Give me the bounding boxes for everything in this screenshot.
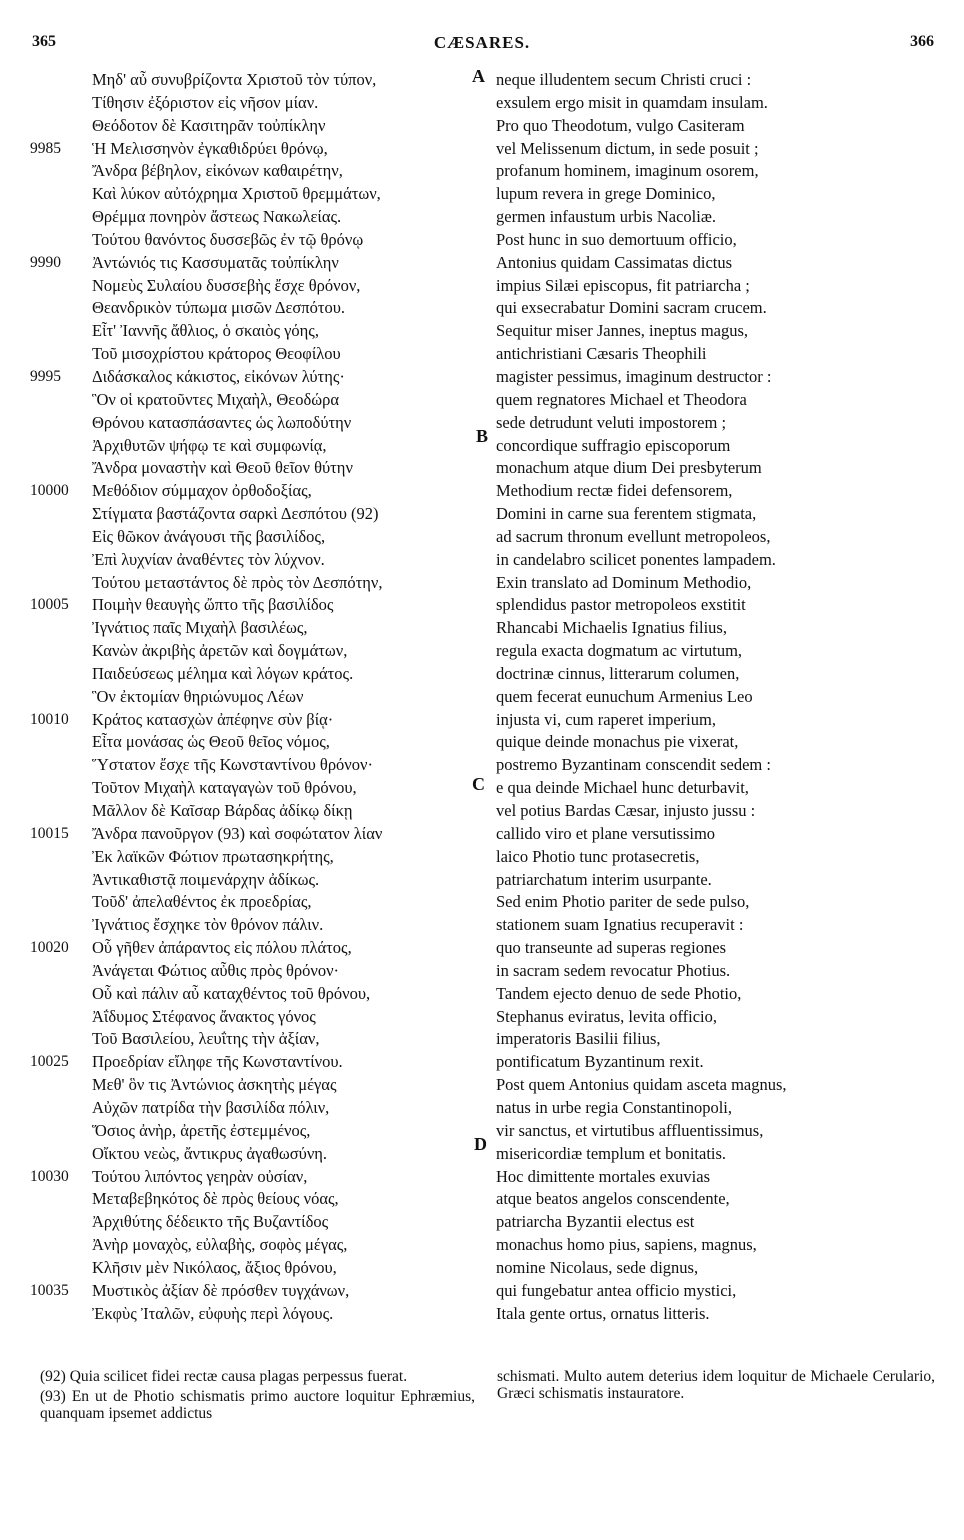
latin-verse-line (470, 412, 940, 435)
greek-verse-line (30, 183, 470, 206)
greek-verse-line (30, 206, 470, 229)
latin-verse-text: impius Silæi episcopus, fit patriarcha ; (496, 275, 750, 295)
greek-verse-text: Μυστικὸς ἀξίαν δὲ πρόσθεν τυγχάνων, (92, 1280, 350, 1300)
greek-verse-text: Τοῦ Βασιλείου, λευΐτης τὴν ἀξίαν, (92, 1029, 320, 1049)
latin-verse-line (470, 320, 940, 343)
latin-verse-line (470, 617, 940, 640)
greek-verse-line (30, 1074, 470, 1097)
greek-verse-text: Καὶ λύκον αὐτόχρημα Χριστοῦ θρεμμάτων, (92, 184, 381, 204)
greek-verse-text: Ἀρχιθύτης δέδεικτο τῆς Βυζαντίδος (92, 1212, 329, 1232)
latin-verse-line (470, 1280, 940, 1303)
latin-verse-line (470, 731, 940, 754)
greek-verse-line (30, 549, 470, 572)
latin-verse-text: monachum atque dium Dei presbyterum (496, 458, 762, 478)
greek-verse-line (30, 594, 470, 617)
greek-verse-text: Ἀνὴρ μοναχὸς, εὐλαβὴς, σοφὸς μέγας, (92, 1235, 348, 1255)
greek-verse-line (30, 480, 470, 503)
greek-verse-text: Τοῦτον Μιχαὴλ καταγαγὼν τοῦ θρόνου, (92, 778, 357, 798)
verse-number: 9995 (30, 367, 61, 385)
latin-verse-line (470, 960, 940, 983)
latin-verse-text: injusta vi, cum raperet imperium, (496, 709, 716, 729)
latin-verse-text: Rhancabi Michaelis Ignatius filius, (496, 618, 727, 638)
latin-verse-text: Stephanus eviratus, levita officio, (496, 1006, 718, 1026)
latin-verse-line (470, 252, 940, 275)
footnote-92: (92) Quia scilicet fidei rectæ causa plagas perpessus fuerat. (40, 1368, 408, 1385)
latin-verse-text: quo transeunte ad superas regiones (496, 938, 727, 958)
latin-verse-line (470, 526, 940, 549)
greek-verse-text: Οἴκτου νεὼς, ἄντικρυς ἀγαθωσύνη. (92, 1143, 328, 1163)
greek-verse-line (30, 1166, 470, 1189)
greek-verse-text: Ἄνδρα πανοῦργον (93) καὶ σοφώτατον λίαν (92, 823, 383, 843)
latin-verse-line (470, 983, 940, 1006)
greek-verse-text: Ἄνδρα βέβηλον, εἰκόνων καθαιρέτην, (92, 161, 343, 181)
latin-verse-text: patriarchatum interim usurpante. (496, 869, 712, 889)
latin-verse-line (470, 846, 940, 869)
latin-verse-line (470, 1166, 940, 1189)
latin-verse-text: Sequitur miser Jannes, ineptus magus, (496, 321, 749, 341)
greek-verse-text: Θεόδοτον δὲ Κασιτηρᾶν τοὐπίκλην (92, 115, 326, 135)
greek-verse-line (30, 1280, 470, 1303)
greek-verse-text: Διδάσκαλος κάκιστος, εἰκόνων λύτης· (92, 366, 345, 386)
latin-verse-text: Post hunc in suo demortuum officio, (496, 229, 737, 249)
section-marker-c: C (472, 774, 485, 794)
greek-verse-line (30, 846, 470, 869)
greek-verse-text: Νομεὺς Συλαίου δυσσεβὴς ἔσχε θρόνον, (92, 275, 361, 295)
greek-text-column (30, 69, 470, 1325)
latin-verse-text: Antonius quidam Cassimatas dictus (496, 252, 733, 272)
latin-verse-line (470, 914, 940, 937)
greek-verse-text: Μᾶλλον δὲ Καῖσαρ Βάρδας ἀδίκῳ δίκῃ (92, 801, 353, 820)
greek-verse-line (30, 686, 470, 709)
latin-verse-text: vel Melissenum dictum, in sede posuit ; (496, 138, 759, 158)
greek-verse-text: Μηδ' αὖ συνυβρίζοντα Χριστοῦ τὸν τύπον, (92, 70, 377, 89)
latin-verse-line (470, 1074, 940, 1097)
latin-verse-line (470, 206, 940, 229)
latin-verse-text: monachus homo pius, sapiens, magnus, (496, 1235, 757, 1255)
latin-verse-text: misericordiæ templum et bonitatis. (496, 1143, 727, 1163)
greek-verse-text: Τίθησιν ἐξόριστον εἰς νῆσον μίαν. (92, 92, 319, 112)
section-marker-b: B (476, 426, 489, 446)
latin-verse-line (470, 229, 940, 252)
verse-number: 10000 (30, 482, 69, 500)
latin-verse-line (470, 343, 940, 366)
latin-verse-text: Methodium rectæ fidei defensorem, (496, 481, 733, 501)
greek-verse-line (30, 709, 470, 732)
greek-verse-text: Εἶτ' Ἰαννῆς ἄθλιος, ὁ σκαιὸς γόης, (92, 321, 319, 341)
footnote-93: (93) En ut de Photio schismatis primo auctore loquitur Ephræmius, quanquam ipsemet addictus (40, 1388, 475, 1422)
latin-verse-line (470, 1303, 940, 1326)
greek-verse-line (30, 1097, 470, 1120)
latin-verse-text: qui exsecrabatur Domini sacram crucem. (496, 298, 767, 318)
latin-verse-line (470, 275, 940, 298)
latin-verse-line (470, 389, 940, 412)
latin-verse-line (470, 572, 940, 595)
latin-verse-line (470, 1097, 940, 1120)
latin-verse-line (470, 1006, 940, 1029)
greek-verse-line (30, 435, 470, 458)
latin-verse-line (470, 1143, 940, 1166)
latin-verse-line (470, 183, 940, 206)
latin-verse-line (470, 69, 940, 92)
greek-verse-line (30, 937, 470, 960)
greek-verse-line (30, 640, 470, 663)
latin-verse-line (470, 869, 940, 892)
latin-verse-text: Exin translato ad Dominum Methodio, (496, 572, 752, 592)
greek-verse-text: Οὗ καὶ πάλιν αὖ καταχθέντος τοῦ θρόνου, (92, 983, 371, 1003)
greek-verse-text: Θρόνου κατασπάσαντες ὡς λωποδύτην (92, 412, 352, 432)
latin-verse-text: laico Photio tunc protasecretis, (496, 846, 700, 866)
greek-verse-text: Αὐχῶν πατρίδα τὴν βασιλίδα πόλιν, (92, 1097, 330, 1117)
latin-verse-text: patriarcha Byzantii electus est (496, 1212, 695, 1232)
greek-verse-text: Τοῦ μισοχρίστου κράτορος Θεοφίλου (92, 344, 341, 364)
latin-verse-text: in candelabro scilicet ponentes lampadem. (496, 549, 776, 569)
latin-verse-text: regula exacta dogmatum ac virtutum, (496, 641, 743, 661)
greek-verse-line (30, 800, 470, 823)
section-marker-a: A (472, 66, 485, 86)
latin-translation-column (470, 69, 940, 1325)
latin-verse-text: splendidus pastor metropoleos exstitit (496, 595, 746, 615)
greek-verse-line (30, 297, 470, 320)
greek-verse-line (30, 457, 470, 480)
greek-verse-text: Ἰγνάτιος ἔσχηκε τὸν θρόνον πάλιν. (92, 915, 324, 935)
greek-verse-line (30, 252, 470, 275)
latin-verse-text: atque beatos angelos conscendente, (496, 1189, 730, 1209)
section-marker-d: D (474, 1134, 487, 1154)
latin-verse-line (470, 435, 940, 458)
greek-verse-line (30, 389, 470, 412)
greek-verse-text: Ἐκ λαϊκῶν Φώτιον πρωτασηκρήτης, (92, 846, 334, 866)
greek-verse-text: Ἀρχιθυτῶν ψήφῳ τε καὶ συμφωνίᾳ, (92, 435, 327, 455)
verse-number: 10015 (30, 824, 69, 842)
latin-verse-text: antichristiani Cæsaris Theophili (496, 344, 707, 364)
greek-verse-text: Ἄνδρα μοναστὴν καὶ Θεοῦ θεῖον θύτην (92, 458, 353, 478)
greek-verse-line (30, 891, 470, 914)
latin-verse-text: exsulem ergo misit in quamdam insulam. (496, 92, 768, 112)
latin-verse-text: concordique suffragio episcoporum (496, 435, 731, 455)
latin-verse-line (470, 160, 940, 183)
greek-verse-text: Ἡ Μελισσηνὸν ἐγκαθιδρύει θρόνῳ, (92, 138, 328, 158)
greek-verse-line (30, 320, 470, 343)
latin-verse-text: ad sacrum thronum evellunt metropoleos, (496, 526, 771, 546)
greek-verse-line (30, 960, 470, 983)
greek-verse-text: Τούτου θανόντος δυσσεβῶς ἐν τῷ θρόνῳ (92, 229, 364, 249)
right-page-number: 366 (910, 33, 934, 50)
verse-number: 10030 (30, 1167, 69, 1185)
greek-verse-line (30, 412, 470, 435)
latin-verse-line (470, 686, 940, 709)
greek-verse-text: Στίγματα βαστάζοντα σαρκὶ Δεσπότου (92) (92, 504, 379, 524)
latin-verse-text: neque illudentem secum Christi cruci : (496, 70, 752, 89)
latin-verse-text: Itala gente ortus, ornatus litteris. (496, 1303, 710, 1323)
latin-verse-text: germen infaustum urbis Nacoliæ. (496, 207, 716, 227)
greek-verse-line (30, 1303, 470, 1326)
greek-verse-line (30, 229, 470, 252)
greek-verse-line (30, 754, 470, 777)
latin-verse-text: sede detrudunt veluti impostorem ; (496, 412, 727, 432)
greek-verse-line (30, 777, 470, 800)
greek-verse-text: Θεανδρικὸν τύπωμα μισῶν Δεσπότου. (92, 298, 346, 318)
left-page-number: 365 (32, 33, 56, 50)
latin-verse-line (470, 92, 940, 115)
greek-verse-line (30, 343, 470, 366)
greek-verse-text: Παιδεύσεως μέλημα καὶ λόγων κράτος. (92, 663, 354, 683)
latin-verse-line (470, 1188, 940, 1211)
latin-verse-text: Hoc dimittente mortales exuvias (496, 1166, 710, 1186)
latin-verse-text: imperatoris Basilii filius, (496, 1029, 661, 1049)
greek-verse-text: Κλῆσιν μὲν Νικόλαος, ἄξιος θρόνου, (92, 1257, 337, 1277)
greek-verse-line (30, 914, 470, 937)
latin-verse-text: qui fungebatur antea officio mystici, (496, 1280, 737, 1300)
latin-verse-line (470, 937, 940, 960)
greek-verse-text: Ὃν ἐκτομίαν θηριώνυμος Λέων (92, 686, 304, 706)
greek-verse-text: Προεδρίαν εἴληφε τῆς Κωνσταντίνου. (92, 1052, 343, 1072)
latin-verse-text: pontificatum Byzantinum rexit. (496, 1052, 704, 1072)
greek-verse-line (30, 617, 470, 640)
latin-verse-text: postremo Byzantinam conscendit sedem : (496, 755, 771, 775)
latin-verse-line (470, 777, 940, 800)
greek-verse-text: Ἰγνάτιος παῖς Μιχαὴλ βασιλέως, (92, 618, 308, 638)
latin-verse-text: Pro quo Theodotum, vulgo Casiteram (496, 115, 745, 135)
greek-verse-text: Ὅσιος ἀνὴρ, ἀρετῆς ἐστεμμένος, (92, 1120, 311, 1140)
page-header (30, 33, 934, 57)
greek-verse-text: Ὃν οἱ κρατοῦντες Μιχαὴλ, Θεοδώρα (92, 389, 339, 409)
greek-verse-line (30, 503, 470, 526)
latin-verse-line (470, 1257, 940, 1280)
latin-verse-line (470, 115, 940, 138)
latin-verse-text: vel potius Bardas Cæsar, injusto jussu : (496, 801, 756, 820)
greek-verse-text: Ἀντικαθιστᾷ ποιμενάρχην ἀδίκως. (92, 869, 320, 889)
latin-verse-text: natus in urbe regia Constantinopoli, (496, 1097, 733, 1117)
latin-verse-line (470, 754, 940, 777)
greek-verse-text: Ἀνάγεται Φώτιος αὖθις πρὸς θρόνον· (92, 960, 340, 980)
greek-verse-text: Κανὼν ἀκριβὴς ἀρετῶν καὶ δογμάτων, (92, 641, 348, 661)
footnotes-right (497, 1368, 935, 1405)
greek-verse-line (30, 115, 470, 138)
greek-verse-line (30, 823, 470, 846)
latin-verse-line (470, 1028, 940, 1051)
running-title: CÆSARES. (433, 33, 531, 52)
greek-verse-line (30, 275, 470, 298)
greek-verse-line (30, 366, 470, 389)
latin-verse-text: in sacram sedem revocatur Photius. (496, 960, 731, 980)
latin-verse-text: quique deinde monachus pie vixerat, (496, 732, 739, 752)
greek-verse-line (30, 1006, 470, 1029)
latin-verse-line (470, 480, 940, 503)
greek-verse-line (30, 983, 470, 1006)
verse-number: 10010 (30, 710, 69, 728)
greek-verse-text: Τούτου λιπόντος γεηρὰν οὐσίαν, (92, 1166, 308, 1186)
greek-verse-text: Ἀΐδυμος Στέφανος ἄνακτος γόνος (92, 1006, 316, 1026)
greek-verse-text: Μεθ' ὃν τις Ἀντώνιος ἀσκητὴς μέγας (92, 1075, 337, 1095)
latin-verse-text: doctrinæ cinnus, litterarum columen, (496, 663, 740, 683)
latin-verse-text: quem regnatores Michael et Theodora (496, 389, 747, 409)
latin-verse-text: Tandem ejecto denuo de sede Photio, (496, 983, 742, 1003)
greek-verse-text: Μεθόδιον σύμμαχον ὀρθοδοξίας, (92, 481, 312, 501)
latin-verse-line (470, 640, 940, 663)
latin-verse-text: lupum revera in grege Dominico, (496, 184, 716, 204)
greek-verse-text: Κράτος κατασχὼν ἀπέφηνε σὺν βίᾳ· (92, 709, 334, 729)
greek-verse-text: Ὕστατον ἔσχε τῆς Κωνσταντίνου θρόνον· (92, 755, 373, 775)
greek-verse-text: Τοῦδ' ἀπελαθέντος ἐκ προεδρίας, (92, 892, 312, 912)
verse-number: 9985 (30, 139, 61, 157)
greek-verse-line (30, 526, 470, 549)
greek-verse-line (30, 138, 470, 161)
greek-verse-text: Ἀντώνιός τις Κασσυματᾶς τοὐπίκλην (92, 252, 339, 272)
greek-verse-line (30, 1234, 470, 1257)
greek-verse-line (30, 160, 470, 183)
latin-verse-line (470, 594, 940, 617)
latin-verse-line (470, 297, 940, 320)
greek-verse-text: Θρέμμα πονηρὸν ἄστεως Νακωλείας. (92, 207, 342, 227)
verse-number: 10020 (30, 939, 69, 957)
verse-number: 9990 (30, 253, 61, 271)
latin-verse-text: callido viro et plane versutissimo (496, 823, 716, 843)
greek-verse-line (30, 1188, 470, 1211)
greek-verse-text: Τούτου μεταστάντος δὲ πρὸς τὸν Δεσπότην, (92, 572, 383, 592)
latin-verse-line (470, 800, 940, 823)
footnote-93-continuation: schismati. Multo autem deterius idem loquitur de Michaele Cerulario, Græci schismatis instauratore. (497, 1368, 935, 1402)
greek-verse-text: Εἶτα μονάσας ὡς Θεοῦ θεῖος νόμος, (92, 732, 330, 752)
latin-verse-line (470, 1234, 940, 1257)
latin-verse-text: vir sanctus, et virtutibus affluentissimus, (496, 1120, 764, 1140)
greek-verse-line (30, 69, 470, 92)
latin-verse-text: Sed enim Photio pariter de sede pulso, (496, 892, 750, 912)
greek-verse-text: Οὗ γῆθεν ἀπάραντος εἰς πόλου πλάτος, (92, 938, 352, 958)
verse-number: 10005 (30, 596, 69, 614)
latin-verse-line (470, 138, 940, 161)
greek-verse-line (30, 1211, 470, 1234)
latin-verse-line (470, 891, 940, 914)
latin-verse-text: stationem suam Ignatius recuperavit : (496, 915, 744, 935)
greek-verse-line (30, 1120, 470, 1143)
latin-verse-text: e qua deinde Michael hunc deturbavit, (496, 778, 749, 798)
greek-verse-text: Ἐκφὺς Ἰταλῶν, εὐφυὴς περὶ λόγους. (92, 1303, 334, 1323)
greek-verse-text: Ποιμὴν θεαυγὴς ὤπτο τῆς βασιλίδος (92, 595, 334, 615)
greek-verse-text: Εἰς θῶκον ἀνάγουσι τῆς βασιλίδος, (92, 526, 326, 546)
latin-verse-text: Post quem Antonius quidam asceta magnus, (496, 1075, 787, 1095)
footnotes-left (40, 1368, 475, 1425)
latin-verse-line (470, 457, 940, 480)
latin-verse-line (470, 1120, 940, 1143)
latin-verse-line (470, 663, 940, 686)
latin-verse-line (470, 1211, 940, 1234)
greek-verse-line (30, 1143, 470, 1166)
verse-number: 10035 (30, 1281, 69, 1299)
greek-verse-text: Ἐπὶ λυχνίαν ἀναθέντες τὸν λύχνον. (92, 549, 325, 569)
latin-verse-text: quem fecerat eunuchum Armenius Leo (496, 686, 753, 706)
greek-verse-line (30, 663, 470, 686)
greek-verse-text: Μεταβεβηκότος δὲ πρὸς θείους νόας, (92, 1189, 339, 1209)
greek-verse-line (30, 731, 470, 754)
latin-verse-text: magister pessimus, imaginum destructor : (496, 366, 772, 386)
latin-verse-line (470, 503, 940, 526)
latin-verse-line (470, 549, 940, 572)
greek-verse-line (30, 1051, 470, 1074)
latin-verse-line (470, 709, 940, 732)
latin-verse-line (470, 1051, 940, 1074)
greek-verse-line (30, 1257, 470, 1280)
latin-verse-text: Domini in carne sua ferentem stigmata, (496, 504, 757, 524)
latin-verse-line (470, 823, 940, 846)
latin-verse-text: nomine Nicolaus, sede dignus, (496, 1257, 699, 1277)
greek-verse-line (30, 572, 470, 595)
verse-number: 10025 (30, 1053, 69, 1071)
greek-verse-line (30, 92, 470, 115)
greek-verse-line (30, 1028, 470, 1051)
latin-verse-line (470, 366, 940, 389)
latin-verse-text: profanum hominem, imaginum osorem, (496, 161, 759, 181)
greek-verse-line (30, 869, 470, 892)
